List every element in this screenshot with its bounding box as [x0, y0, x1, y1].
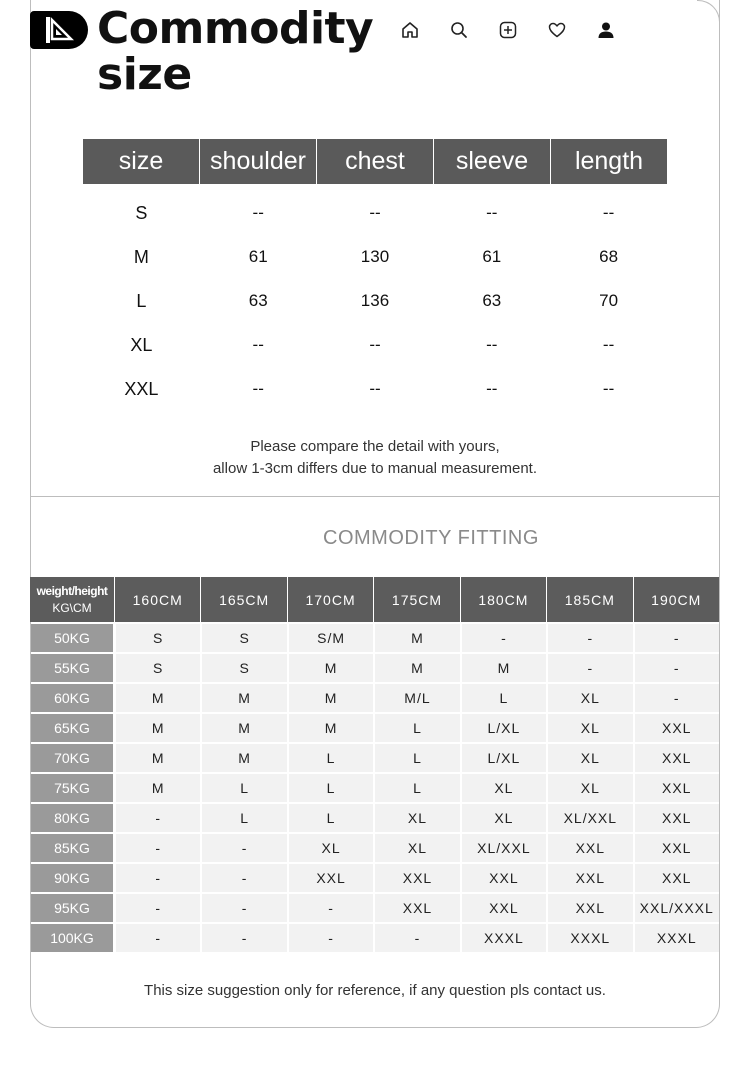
- measurement-cell: 70: [599, 291, 619, 310]
- size-suggestion-cell: -: [202, 864, 286, 892]
- table-row: [83, 323, 667, 367]
- size-suggestion-cell: L: [289, 804, 373, 832]
- weight-cell: 70KG: [31, 744, 113, 772]
- fitting-table: [30, 577, 719, 952]
- size-label: M: [133, 246, 149, 267]
- measurement-cell: 63: [248, 291, 268, 310]
- table-row: [30, 684, 719, 712]
- footer-note: This size suggestion only for reference, if any question pls contact us.: [144, 982, 606, 999]
- weight-cell: 65KG: [31, 714, 113, 742]
- measurement-cell: --: [602, 379, 615, 398]
- measurement-cell: --: [486, 335, 498, 354]
- size-suggestion-cell: XXL: [548, 864, 632, 892]
- height-column-header: 165CM: [200, 577, 286, 622]
- section-divider: [30, 496, 719, 497]
- size-suggestion-cell: XXXL: [635, 924, 719, 952]
- table-row: [83, 367, 667, 411]
- table-row: [30, 714, 719, 742]
- size-suggestion-cell: -: [116, 924, 200, 952]
- measurement-cell: 63: [482, 291, 502, 310]
- size-suggestion-cell: M: [375, 654, 459, 682]
- measurement-cell: --: [252, 335, 264, 354]
- page-title: [97, 3, 374, 100]
- user-icon[interactable]: [594, 18, 618, 42]
- measurement-cell: --: [486, 203, 498, 222]
- table-row: [30, 804, 719, 832]
- weight-cell: 100KG: [31, 924, 113, 952]
- height-column-header: 180CM: [460, 577, 546, 622]
- weight-cell: 95KG: [31, 894, 113, 922]
- header-length: length: [551, 139, 667, 184]
- table-row: [30, 654, 719, 682]
- fitting-table-body: [30, 624, 719, 952]
- size-suggestion-cell: L: [289, 744, 373, 772]
- fitting-title: COMMODITY FITTING: [323, 527, 539, 549]
- size-suggestion-cell: XL: [462, 774, 546, 802]
- table-row: [83, 279, 667, 323]
- title-line-2: size: [97, 49, 192, 100]
- measurement-cell: 61: [248, 247, 268, 266]
- size-suggestion-cell: XXL: [289, 864, 373, 892]
- size-suggestion-cell: -: [202, 834, 286, 862]
- table-row: [83, 235, 667, 279]
- size-suggestion-cell: XL/XXL: [548, 804, 632, 832]
- measurement-cell: --: [602, 203, 615, 222]
- top-nav: [398, 18, 618, 42]
- size-suggestion-cell: L: [462, 684, 546, 712]
- size-suggestion-cell: M: [289, 714, 373, 742]
- size-suggestion-cell: XL: [375, 834, 459, 862]
- size-suggestion-cell: M: [202, 684, 286, 712]
- size-label: XXL: [124, 378, 159, 399]
- size-suggestion-cell: XXXL: [462, 924, 546, 952]
- size-suggestion-cell: S: [202, 624, 286, 652]
- size-suggestion-cell: M: [462, 654, 546, 682]
- size-suggestion-cell: -: [289, 894, 373, 922]
- weight-cell: 55KG: [31, 654, 113, 682]
- size-suggestion-cell: L: [375, 714, 459, 742]
- size-suggestion-cell: S/M: [289, 624, 373, 652]
- size-suggestion-cell: -: [116, 894, 200, 922]
- size-suggestion-cell: XXL: [548, 894, 632, 922]
- size-suggestion-cell: M: [116, 684, 200, 712]
- search-icon[interactable]: [447, 18, 471, 42]
- corner-line-2: KG\CM: [52, 600, 92, 615]
- size-suggestion-cell: M: [202, 714, 286, 742]
- size-suggestion-cell: XXL: [635, 864, 719, 892]
- height-column-header: 170CM: [287, 577, 373, 622]
- size-suggestion-cell: XXL: [462, 864, 546, 892]
- size-suggestion-cell: -: [548, 624, 632, 652]
- measurement-cell: 130: [360, 247, 390, 266]
- table-row: [30, 624, 719, 652]
- size-suggestion-cell: -: [116, 804, 200, 832]
- title-line-1: Commodity: [97, 3, 374, 54]
- size-suggestion-cell: XL: [548, 774, 632, 802]
- height-column-header: 190CM: [633, 577, 719, 622]
- size-suggestion-cell: M: [375, 624, 459, 652]
- size-suggestion-cell: XL: [462, 804, 546, 832]
- measurement-cell: 68: [599, 247, 619, 266]
- size-suggestion-cell: XXL: [635, 804, 719, 832]
- table-row: [30, 744, 719, 772]
- size-suggestion-cell: XXL/XXXL: [635, 894, 719, 922]
- table-row: [30, 924, 719, 952]
- size-suggestion-cell: -: [375, 924, 459, 952]
- height-column-header: 185CM: [546, 577, 632, 622]
- size-suggestion-cell: L: [202, 774, 286, 802]
- size-suggestion-cell: -: [289, 924, 373, 952]
- size-suggestion-cell: -: [116, 864, 200, 892]
- size-suggestion-cell: M: [116, 774, 200, 802]
- size-suggestion-cell: -: [202, 894, 286, 922]
- measurement-cell: --: [252, 379, 264, 398]
- size-suggestion-cell: L/XL: [462, 744, 546, 772]
- size-suggestion-cell: XL: [289, 834, 373, 862]
- size-suggestion-cell: XXXL: [548, 924, 632, 952]
- corner-line-1: weight/height: [36, 583, 108, 598]
- size-table-header: [83, 139, 667, 184]
- measurement-cell: --: [369, 335, 381, 354]
- size-suggestion-cell: XL: [548, 714, 632, 742]
- size-suggestion-cell: XL: [375, 804, 459, 832]
- size-suggestion-cell: M: [289, 654, 373, 682]
- size-suggestion-cell: -: [462, 624, 546, 652]
- brand-logo[interactable]: [30, 11, 88, 49]
- size-suggestion-cell: M: [289, 684, 373, 712]
- weight-cell: 80KG: [31, 804, 113, 832]
- header-chest: chest: [317, 139, 434, 184]
- table-row: [83, 191, 667, 235]
- note-line-2: allow 1-3cm differs due to manual measurement.: [212, 460, 538, 477]
- size-suggestion-cell: -: [202, 924, 286, 952]
- size-label: S: [135, 202, 148, 223]
- measurement-note: [0, 436, 750, 480]
- fitting-table-header: [30, 577, 719, 622]
- size-suggestion-cell: -: [635, 654, 719, 682]
- table-row: [30, 864, 719, 892]
- size-suggestion-cell: L: [375, 774, 459, 802]
- note-line-1: Please compare the detail with yours,: [250, 438, 500, 455]
- measurement-cell: --: [252, 203, 264, 222]
- measurement-cell: --: [369, 379, 381, 398]
- corner-header: [30, 577, 114, 622]
- size-suggestion-cell: XL/XXL: [462, 834, 546, 862]
- measurement-cell: --: [486, 379, 498, 398]
- table-row: [30, 834, 719, 862]
- size-suggestion-cell: M: [116, 714, 200, 742]
- home-icon[interactable]: [398, 18, 422, 42]
- size-suggestion-cell: L: [289, 774, 373, 802]
- weight-cell: 50KG: [31, 624, 113, 652]
- weight-cell: 75KG: [31, 774, 113, 802]
- header-shoulder: shoulder: [200, 139, 317, 184]
- size-suggestion-cell: M: [116, 744, 200, 772]
- header-sleeve: sleeve: [434, 139, 551, 184]
- add-icon[interactable]: [496, 18, 520, 42]
- size-suggestion-cell: M/L: [375, 684, 459, 712]
- size-table: [83, 139, 667, 411]
- size-suggestion-cell: XXL: [635, 714, 719, 742]
- size-suggestion-cell: L: [375, 744, 459, 772]
- measurement-cell: --: [602, 335, 615, 354]
- height-column-header: 175CM: [373, 577, 459, 622]
- size-suggestion-cell: -: [635, 684, 719, 712]
- weight-cell: 60KG: [31, 684, 113, 712]
- size-suggestion-cell: XXL: [635, 834, 719, 862]
- size-table-body: [83, 191, 667, 411]
- measurement-cell: 136: [360, 291, 390, 310]
- ruler-triangle-icon: [46, 17, 74, 43]
- height-column-header: 160CM: [114, 577, 200, 622]
- size-suggestion-cell: -: [635, 624, 719, 652]
- size-suggestion-cell: XXL: [375, 864, 459, 892]
- size-suggestion-cell: S: [116, 624, 200, 652]
- size-suggestion-cell: M: [202, 744, 286, 772]
- table-row: [30, 894, 719, 922]
- size-suggestion-cell: -: [116, 834, 200, 862]
- table-row: [30, 774, 719, 802]
- size-suggestion-cell: XL: [548, 684, 632, 712]
- size-suggestion-cell: XXL: [375, 894, 459, 922]
- size-label: XL: [130, 334, 153, 355]
- measurement-cell: --: [369, 203, 381, 222]
- size-suggestion-cell: XXL: [548, 834, 632, 862]
- measurement-cell: 61: [482, 247, 502, 266]
- size-suggestion-cell: XXL: [635, 774, 719, 802]
- size-label: L: [136, 290, 147, 311]
- weight-cell: 85KG: [31, 834, 113, 862]
- size-suggestion-cell: S: [116, 654, 200, 682]
- size-suggestion-cell: L/XL: [462, 714, 546, 742]
- size-suggestion-cell: -: [548, 654, 632, 682]
- heart-icon[interactable]: [545, 18, 569, 42]
- weight-cell: 90KG: [31, 864, 113, 892]
- size-suggestion-cell: S: [202, 654, 286, 682]
- header-size: size: [83, 139, 200, 184]
- size-suggestion-cell: XL: [548, 744, 632, 772]
- size-suggestion-cell: L: [202, 804, 286, 832]
- size-suggestion-cell: XXL: [462, 894, 546, 922]
- size-suggestion-cell: XXL: [635, 744, 719, 772]
